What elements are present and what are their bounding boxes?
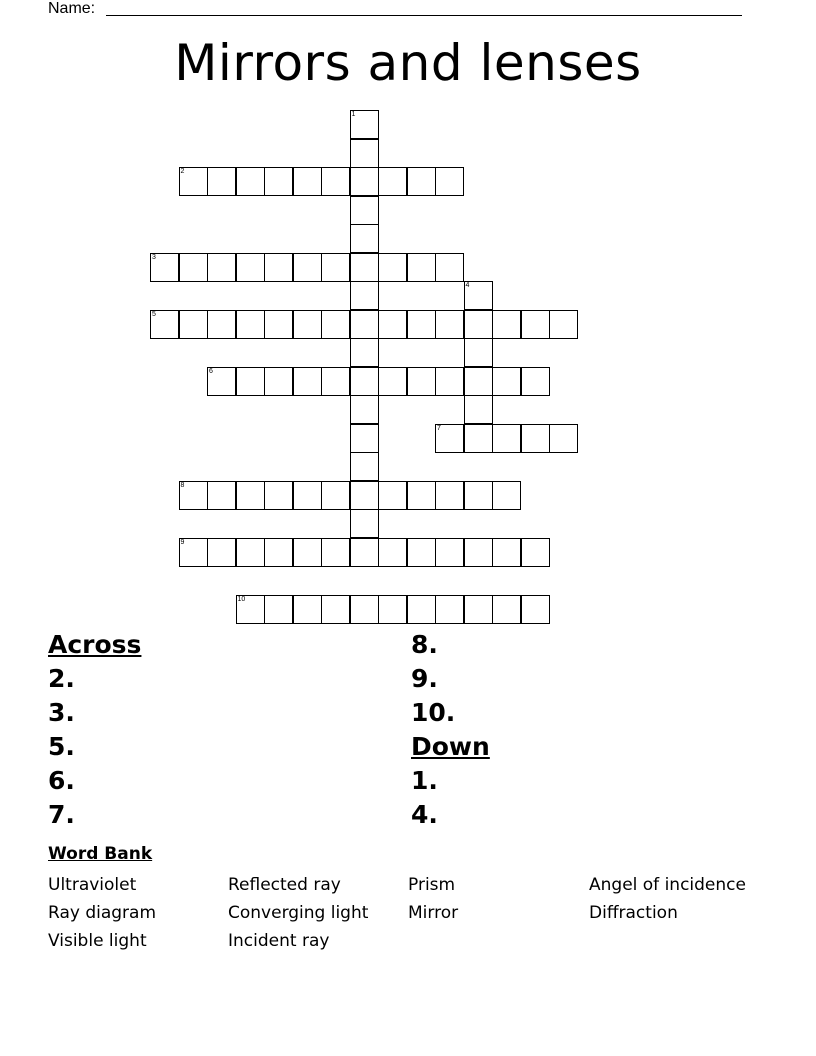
grid-cell[interactable] [350, 595, 379, 624]
grid-cell[interactable] [350, 538, 379, 567]
grid-cell[interactable] [321, 367, 350, 396]
grid-cell[interactable] [407, 253, 436, 282]
clue-across-9: 9. [411, 664, 438, 693]
grid-cell[interactable] [207, 367, 236, 396]
grid-cell[interactable] [150, 253, 179, 282]
grid-cell[interactable] [236, 167, 265, 196]
grid-cell[interactable] [492, 310, 521, 339]
name-label: Name: [48, 0, 96, 17]
clue-number: 5 [152, 310, 156, 318]
grid-cell[interactable] [264, 481, 293, 510]
grid-cell[interactable] [236, 481, 265, 510]
grid-cell[interactable] [407, 481, 436, 510]
word-bank-item: Angel of incidence [589, 875, 746, 895]
grid-cell[interactable] [435, 253, 464, 282]
clue-number: 2 [180, 168, 185, 175]
grid-cell[interactable] [549, 310, 578, 339]
clue-number: 9 [180, 538, 185, 546]
word-bank-item: Mirror [408, 903, 459, 923]
grid-cell[interactable] [435, 595, 464, 624]
grid-cell[interactable] [236, 367, 265, 396]
grid-cell[interactable] [350, 395, 379, 424]
grid-cell[interactable] [350, 110, 379, 139]
clue-across-8: 8. [411, 630, 438, 659]
grid-cell[interactable] [293, 481, 322, 510]
grid-cell[interactable] [179, 538, 208, 567]
grid-cell[interactable] [521, 424, 550, 453]
clue-number: 8 [180, 481, 185, 489]
clue-number: 1 [351, 111, 356, 118]
grid-cell[interactable] [264, 253, 293, 282]
grid-cell[interactable] [378, 253, 407, 282]
grid-cell[interactable] [464, 281, 493, 310]
grid-cell[interactable] [435, 424, 464, 453]
grid-cell[interactable] [464, 367, 493, 396]
grid-cell[interactable] [350, 224, 379, 253]
grid-cell[interactable] [464, 338, 493, 367]
grid-cell[interactable] [264, 310, 293, 339]
grid-cell[interactable] [407, 595, 436, 624]
grid-cell[interactable] [378, 538, 407, 567]
grid-cell[interactable] [293, 538, 322, 567]
grid-cell[interactable] [264, 367, 293, 396]
word-bank-item: Converging light [228, 903, 369, 923]
grid-cell[interactable] [435, 367, 464, 396]
grid-cell[interactable] [321, 310, 350, 339]
grid-cell[interactable] [321, 253, 350, 282]
grid-cell[interactable] [179, 481, 208, 510]
grid-cell[interactable] [492, 481, 521, 510]
grid-cell[interactable] [407, 538, 436, 567]
grid-cell[interactable] [435, 167, 464, 196]
clue-across-2: 2. [48, 664, 75, 693]
grid-cell[interactable] [321, 538, 350, 567]
grid-cell[interactable] [236, 595, 265, 624]
grid-cell[interactable] [521, 310, 550, 339]
grid-cell[interactable] [464, 481, 493, 510]
grid-cell[interactable] [293, 253, 322, 282]
grid-cell[interactable] [435, 310, 464, 339]
grid-cell[interactable] [492, 367, 521, 396]
grid-cell[interactable] [549, 424, 578, 453]
grid-cell[interactable] [350, 452, 379, 481]
grid-cell[interactable] [378, 481, 407, 510]
grid-cell[interactable] [464, 310, 493, 339]
grid-cell[interactable] [378, 310, 407, 339]
grid-cell[interactable] [236, 310, 265, 339]
across-heading: Across [48, 630, 142, 659]
grid-cell[interactable] [464, 595, 493, 624]
grid-cell[interactable] [492, 538, 521, 567]
grid-cell[interactable] [435, 538, 464, 567]
grid-cell[interactable] [293, 595, 322, 624]
grid-cell[interactable] [207, 481, 236, 510]
grid-cell[interactable] [264, 595, 293, 624]
clue-across-3: 3. [48, 698, 75, 727]
grid-cell[interactable] [464, 538, 493, 567]
clue-number: 10 [237, 595, 246, 603]
word-bank-item: Ray diagram [48, 903, 157, 923]
clue-across-6: 6. [48, 766, 75, 795]
word-bank-item: Reflected ray [228, 875, 341, 895]
grid-cell[interactable] [350, 481, 379, 510]
grid-cell[interactable] [350, 196, 379, 225]
clue-down-4: 4. [411, 800, 438, 829]
clue-number: 7 [437, 424, 441, 432]
grid-cell[interactable] [293, 310, 322, 339]
grid-cell[interactable] [407, 167, 436, 196]
grid-cell[interactable] [407, 310, 436, 339]
grid-cell[interactable] [350, 509, 379, 538]
grid-cell[interactable] [236, 538, 265, 567]
grid-cell[interactable] [521, 367, 550, 396]
grid-cell[interactable] [521, 595, 550, 624]
grid-cell[interactable] [435, 481, 464, 510]
word-bank-item: Diffraction [589, 903, 678, 923]
grid-cell[interactable] [321, 167, 350, 196]
grid-cell[interactable] [492, 595, 521, 624]
page-title: Mirrors and lenses [174, 34, 642, 92]
clue-across-7: 7. [48, 800, 75, 829]
clue-down-1: 1. [411, 766, 438, 795]
grid-cell[interactable] [350, 424, 379, 453]
grid-cell[interactable] [150, 310, 179, 339]
grid-cell[interactable] [207, 538, 236, 567]
word-bank-item: Ultraviolet [48, 875, 137, 895]
grid-cell[interactable] [207, 167, 236, 196]
grid-cell[interactable] [350, 338, 379, 367]
grid-cell[interactable] [492, 424, 521, 453]
grid-cell[interactable] [378, 367, 407, 396]
clue-across-10: 10. [411, 698, 456, 727]
grid-cell[interactable] [207, 310, 236, 339]
clue-number: 4 [465, 282, 470, 289]
grid-cell[interactable] [350, 253, 379, 282]
grid-cell[interactable] [350, 367, 379, 396]
grid-cell[interactable] [378, 167, 407, 196]
grid-cell[interactable] [321, 481, 350, 510]
word-bank-heading: Word Bank [48, 844, 153, 864]
word-bank-item: Prism [408, 875, 456, 895]
grid-cell[interactable] [464, 395, 493, 424]
grid-cell[interactable] [350, 281, 379, 310]
grid-cell[interactable] [350, 139, 379, 168]
grid-cell[interactable] [179, 310, 208, 339]
grid-cell[interactable] [293, 167, 322, 196]
grid-cell[interactable] [264, 167, 293, 196]
grid-cell[interactable] [378, 595, 407, 624]
grid-cell[interactable] [179, 253, 208, 282]
clue-number: 6 [209, 367, 213, 375]
grid-cell[interactable] [179, 167, 208, 196]
grid-cell[interactable] [207, 253, 236, 282]
down-heading: Down [411, 732, 490, 761]
grid-cell[interactable] [464, 424, 493, 453]
word-bank-item: Incident ray [228, 931, 330, 951]
grid-cell[interactable] [293, 367, 322, 396]
clue-across-5: 5. [48, 732, 75, 761]
across-clues-column-1 [48, 628, 141, 832]
grid-cell[interactable] [236, 253, 265, 282]
clue-number: 3 [152, 253, 156, 261]
grid-cell[interactable] [321, 595, 350, 624]
clues-column-2 [411, 628, 490, 832]
grid-cell[interactable] [521, 538, 550, 567]
word-bank-item: Visible light [48, 931, 147, 951]
grid-cell[interactable] [350, 167, 379, 196]
grid-cell[interactable] [407, 367, 436, 396]
grid-cell[interactable] [350, 310, 379, 339]
grid-cell[interactable] [264, 538, 293, 567]
